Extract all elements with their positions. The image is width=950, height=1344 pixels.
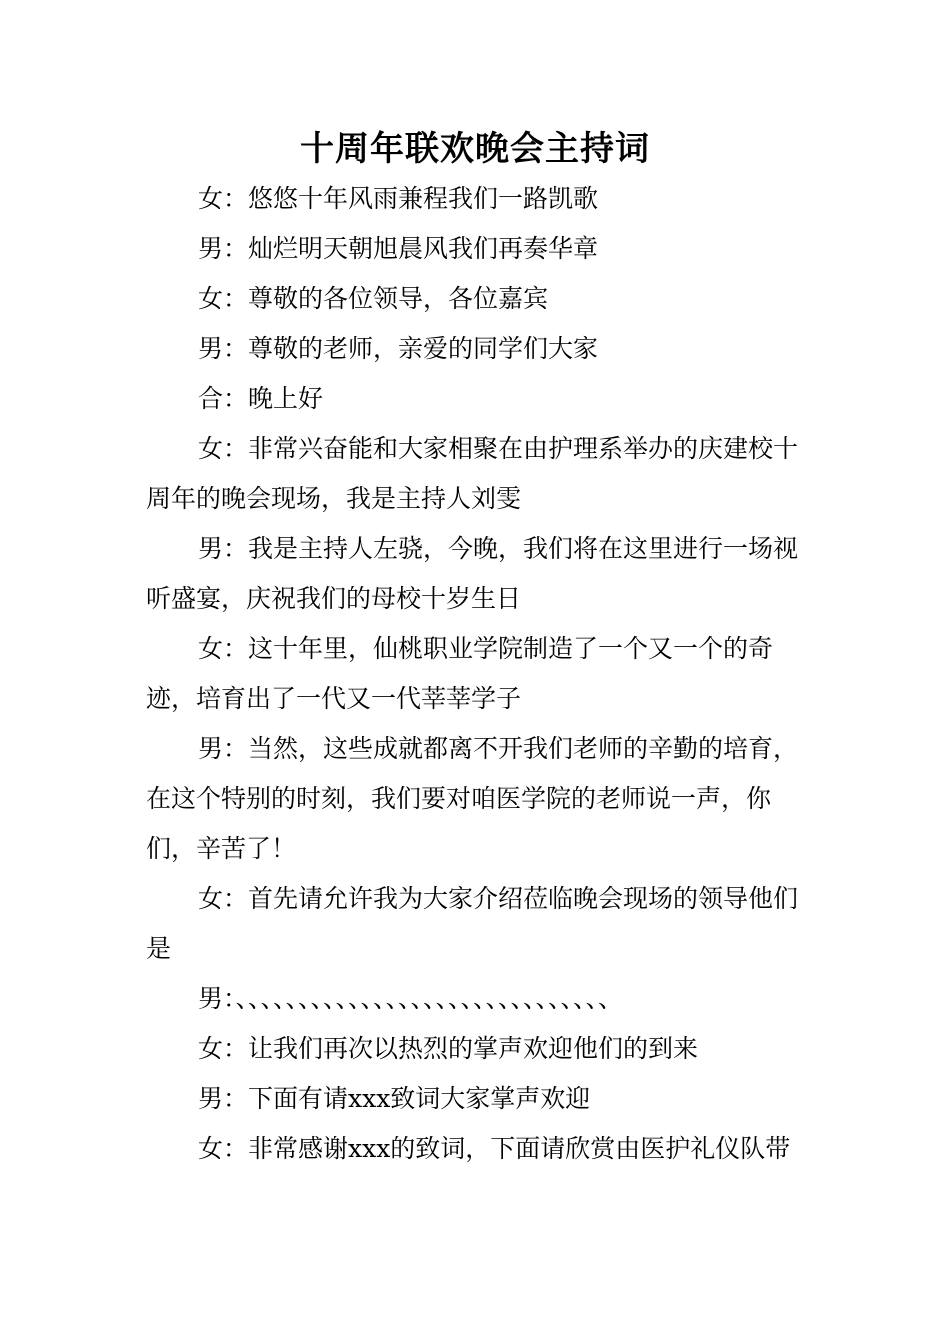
- paragraph: 合：晚上好: [198, 384, 324, 413]
- document-title: 十周年联欢晚会主持词: [300, 129, 650, 169]
- document-body: [146, 174, 814, 1174]
- paragraph: 女：非常兴奋能和大家相聚在由护理系举办的庆建校十周年的晚会现场，我是主持人刘雯: [146, 434, 799, 513]
- paragraph: 男：、、、、、、、、、、、、、、、、、、、、、、、、、、、、、、: [198, 984, 624, 1013]
- paragraph: 女：悠悠十年风雨兼程我们一路凯歌: [198, 184, 599, 213]
- paragraph: 男：下面有请xxx致词大家掌声欢迎: [198, 1084, 591, 1113]
- paragraph: 男：灿烂明天朝旭晨风我们再奏华章: [198, 234, 599, 263]
- paragraph: 女：尊敬的各位领导，各位嘉宾: [198, 284, 549, 313]
- paragraph: 女：非常感谢xxx的致词，下面请欣赏由医护礼仪队带: [198, 1134, 791, 1163]
- paragraph: 女：让我们再次以热烈的掌声欢迎他们的到来: [198, 1034, 699, 1063]
- paragraph: 男：我是主持人左骁，今晚，我们将在这里进行一场视听盛宴，庆祝我们的母校十岁生日: [146, 534, 799, 613]
- paragraph: 女：这十年里，仙桃职业学院制造了一个又一个的奇迹，培育出了一代又一代莘莘学子: [146, 634, 774, 713]
- paragraph: 男：当然，这些成就都离不开我们老师的辛勤的培育，在这个特别的时刻，我们要对咱医学院的老师说一声，你们，辛苦了！: [146, 734, 799, 863]
- paragraph: 女：首先请允许我为大家介绍莅临晚会现场的领导他们是: [146, 884, 799, 963]
- paragraph: 男：尊敬的老师，亲爱的同学们大家: [198, 334, 599, 363]
